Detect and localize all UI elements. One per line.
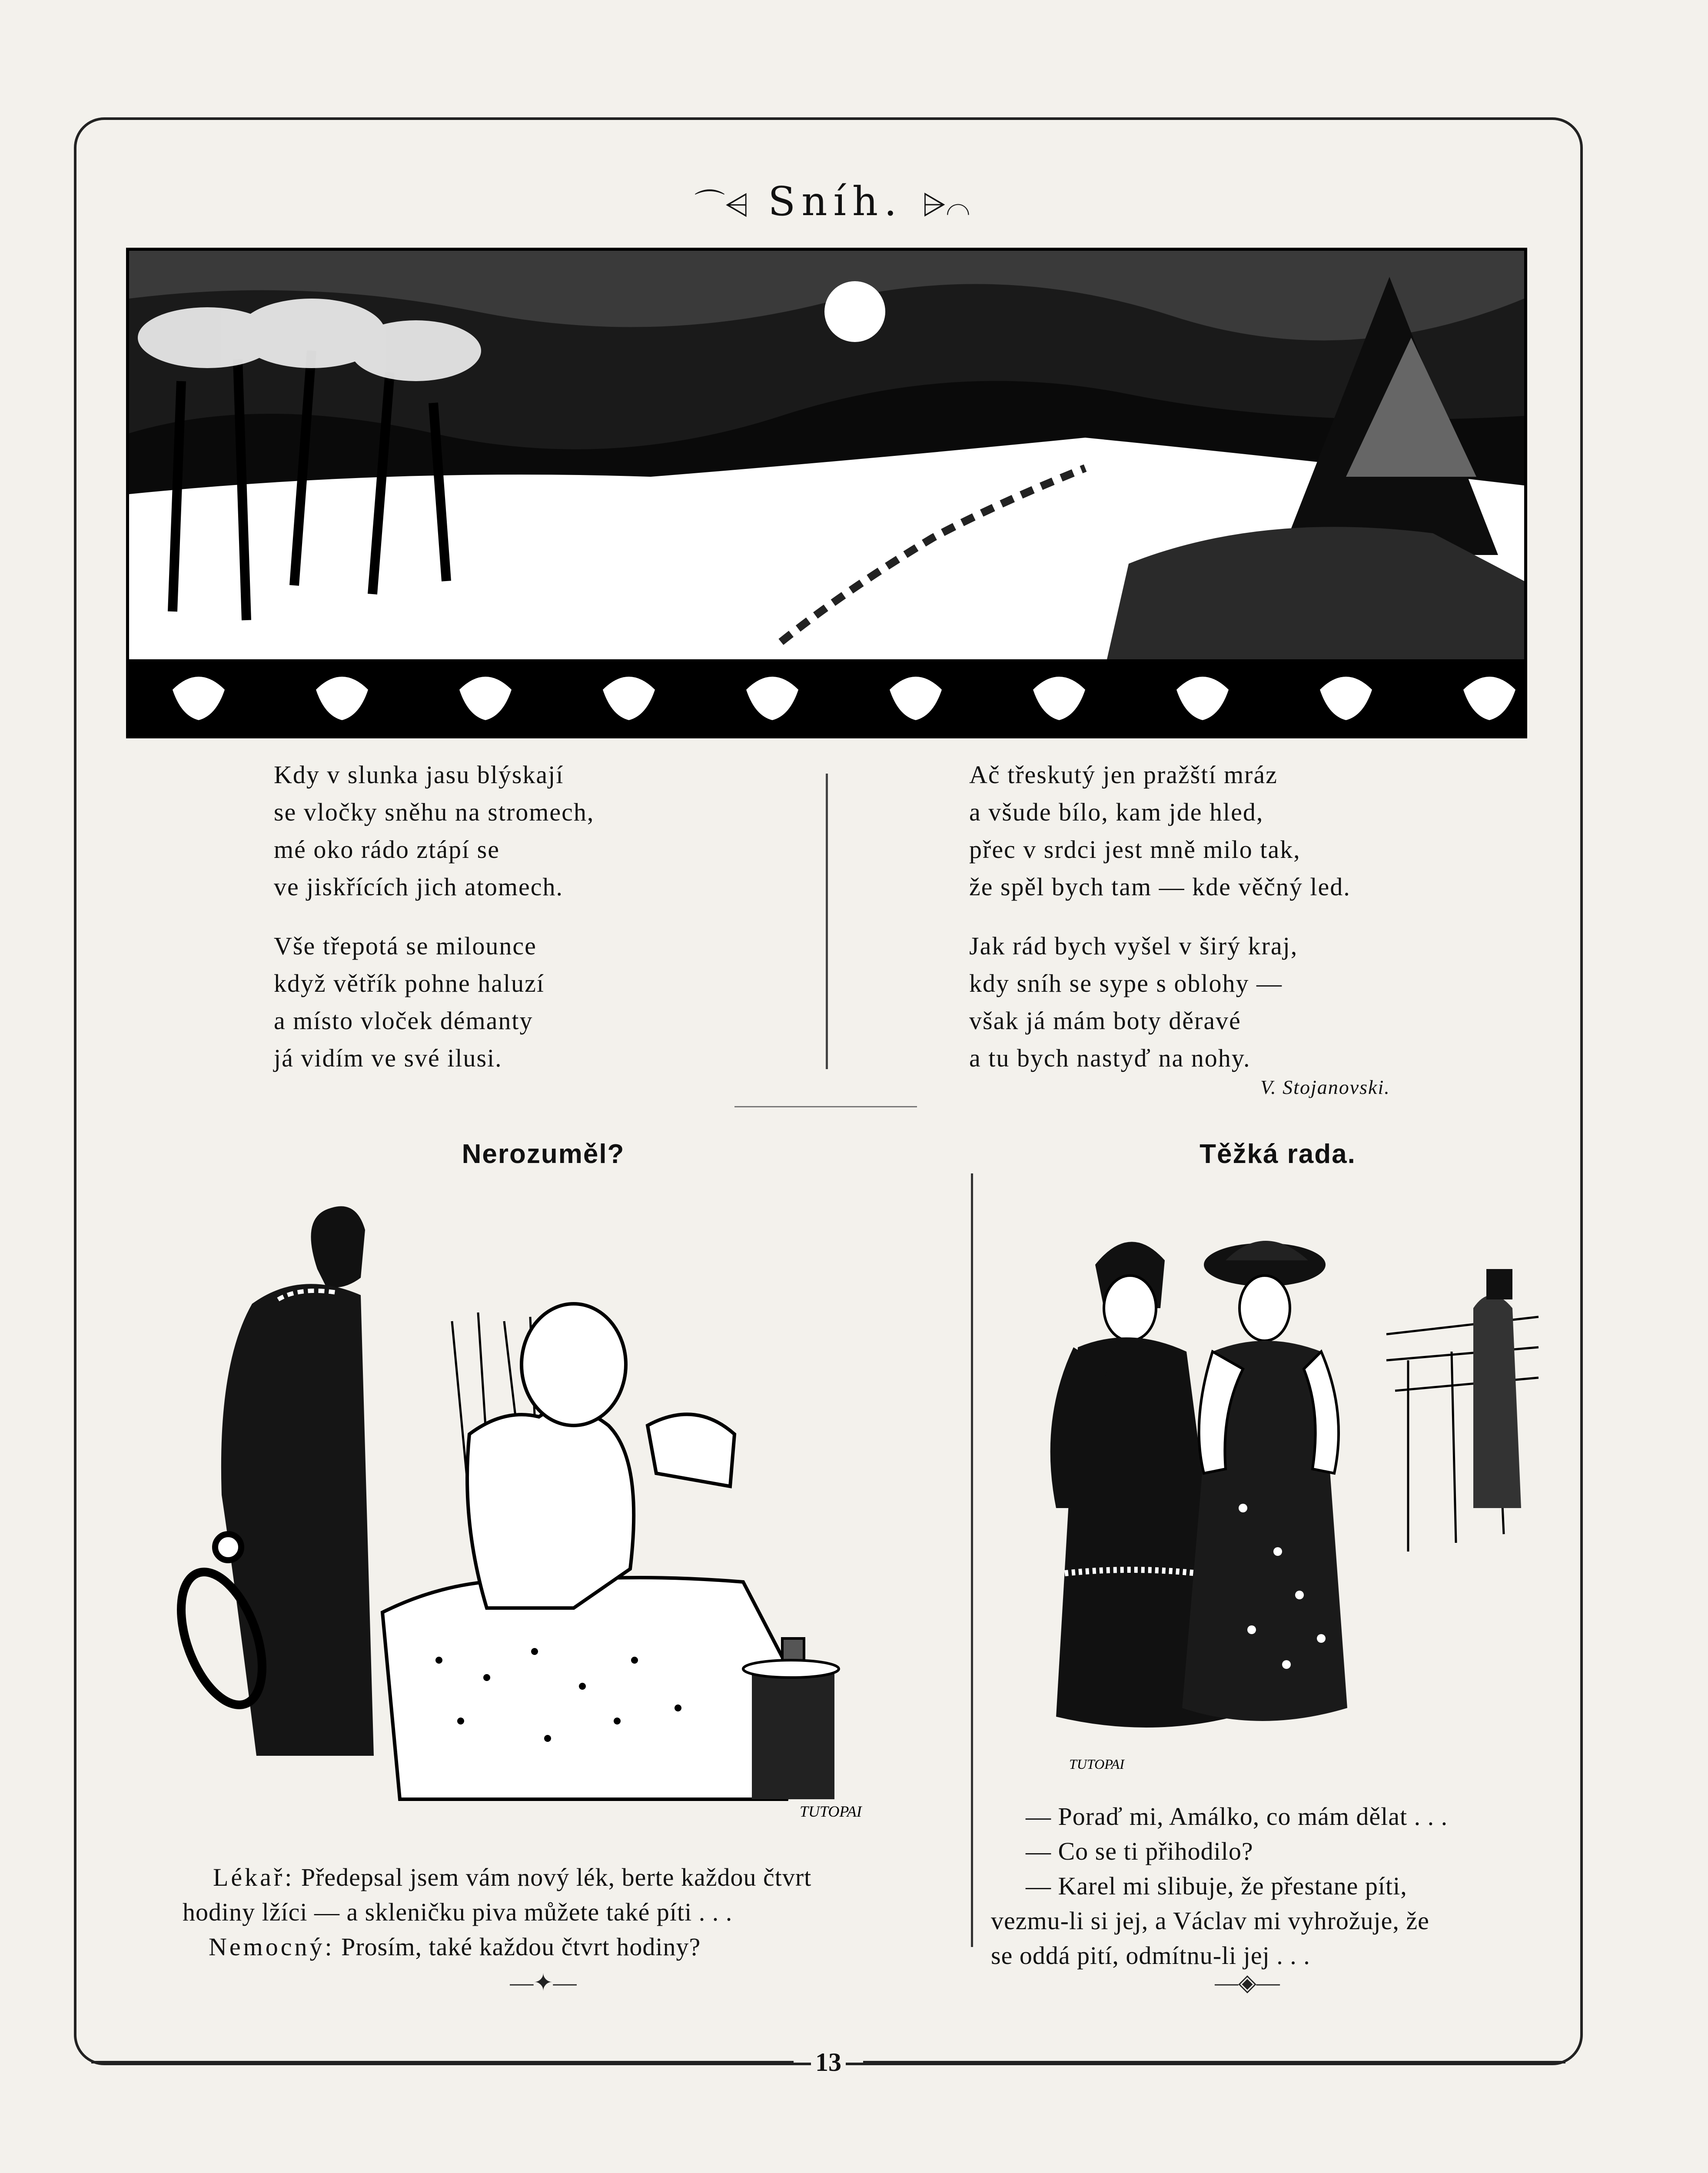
ornament-left: —✦—	[510, 1970, 577, 1996]
caption-doctor	[183, 1860, 956, 1964]
poem-line: a všude bílo, kam jde hled,	[969, 798, 1264, 826]
poem-line: já vidím ve své ilusi.	[274, 1044, 502, 1072]
poem-stanza-4	[969, 927, 1534, 1077]
poem-title	[637, 178, 1028, 225]
poem-line: přec v srdci jest mně milo tak,	[969, 835, 1301, 864]
section-divider	[734, 1106, 917, 1107]
poem-column-divider	[826, 774, 828, 1069]
poem-line: Jak rád bych vyšel v širý kraj,	[969, 932, 1298, 960]
artist-signature-left: TUTOPAI	[800, 1803, 862, 1820]
poem-right-column	[969, 756, 1534, 1099]
poem-stanza-2	[274, 927, 817, 1077]
caption-line: — Poraď mi, Amálko, co mám dělat . . .	[1026, 1802, 1448, 1831]
caption-ladies	[991, 1799, 1560, 1973]
footer-rule-right	[863, 2061, 1565, 2063]
two-ladies-illustration	[1017, 1204, 1556, 1786]
title-flourish-right: ⩥⌒	[921, 187, 970, 223]
caption-line: — Co se ti přihodilo?	[1026, 1837, 1253, 1865]
cartoon-title-right: Těžká rada.	[1200, 1139, 1356, 1169]
caption-speaker: Lékař:	[213, 1863, 295, 1891]
page-number: 13	[811, 2047, 846, 2077]
poem-left-column	[274, 756, 817, 1099]
poem-line: Kdy v slunka jasu blýskají	[274, 761, 564, 789]
caption-line	[183, 1930, 956, 1964]
caption-line: — Karel mi slibuje, že přestane píti,	[1026, 1872, 1407, 1900]
poem-title-text: Sníh.	[768, 178, 903, 225]
poem-line: se vločky sněhu na stromech,	[274, 798, 595, 826]
poem-line: mé oko rádo ztápí se	[274, 835, 500, 864]
page-footer	[74, 2045, 1583, 2080]
poem-line: a tu bych nastyď na nohy.	[969, 1044, 1251, 1072]
caption-line: vezmu-li si jej, a Václav mi vyhrožuje, že	[991, 1907, 1429, 1935]
poem-line: a místo vloček démanty	[274, 1007, 533, 1035]
poem-stanza-1	[274, 756, 817, 906]
cartoon-title-left: Nerozuměl?	[462, 1139, 625, 1169]
caption-line: hodiny lžíci — a skleničku piva můžete také píti . . .	[183, 1898, 733, 1926]
ornament-right: —◈—	[1215, 1970, 1280, 1996]
poem-line: však já mám boty děravé	[969, 1007, 1241, 1035]
poem-line: že spěl bych tam — kde věčný led.	[969, 873, 1351, 901]
poem-line: kdy sníh se sype s oblohy —	[969, 969, 1283, 997]
cartoon-column-divider	[971, 1173, 973, 1947]
caption-text: Předepsal jsem vám nový lék, berte každou čtvrt	[301, 1863, 812, 1891]
poem-author: V. Stojanovski.	[1260, 1076, 1390, 1098]
footer-rule-left	[91, 2061, 794, 2063]
caption-speaker: Nemocný:	[209, 1933, 335, 1961]
caption-text: Prosím, také každou čtvrt hodiny?	[341, 1933, 701, 1961]
poem-line: ve jiskřících jich atomech.	[274, 873, 564, 901]
title-flourish-left: ⌒⩤	[694, 187, 749, 223]
poem-line: Ač třeskutý jen pražští mráz	[969, 761, 1278, 789]
poem-stanza-3	[969, 756, 1534, 906]
caption-line: se oddá pití, odmítnu-li jej . . .	[991, 1941, 1310, 1970]
winter-landscape-illustration	[126, 248, 1527, 738]
caption-line	[183, 1860, 956, 1895]
poem-line: když větřík pohne haluzí	[274, 969, 545, 997]
doctor-patient-illustration	[156, 1191, 917, 1860]
artist-signature-right: TUTOPAI	[1069, 1756, 1124, 1772]
poem-line: Vše třepotá se milounce	[274, 932, 537, 960]
